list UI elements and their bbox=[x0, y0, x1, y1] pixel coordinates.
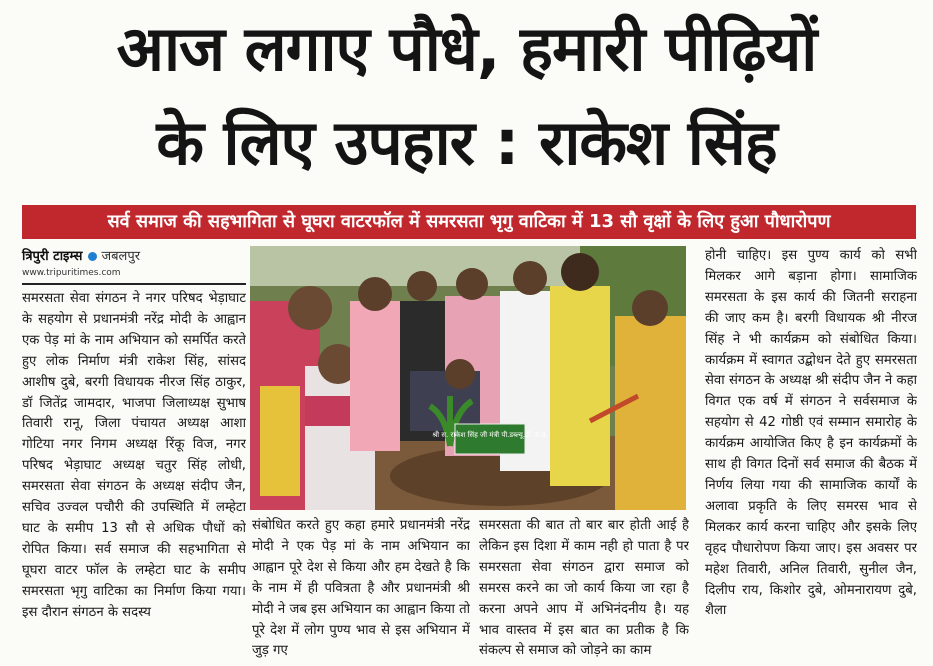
paper-name: त्रिपुरी टाइम्स bbox=[22, 249, 83, 264]
website-url: www.tripuritimes.com bbox=[22, 268, 121, 278]
byline bbox=[22, 246, 246, 266]
article-column-2: संबोधित करते हुए कहा हमारे प्रधानमंत्री नरेंद्र मोदी ने एक पेड़ मां के नाम अभियान का आह्वान पूरे देश से किया और हम देखते है कि के नाम में ही पवित्रता है और प्रधानमंत्री श्री मोदी ने जब इस अभियान का आह्वान किया तो पूरे देश में लोग पुण्य भाव से इस अभियान में जुड़ गए bbox=[252, 518, 470, 659]
byline-divider bbox=[22, 283, 246, 285]
sign-text: श्री स. राकेश सिंह जी मंत्री पी.डब्ल्यू.डी. म.प्र. bbox=[432, 431, 548, 439]
bullet-dot-icon bbox=[88, 252, 97, 261]
headline-line-1: आज लगाए पौधे, हमारी पीढ़ियों bbox=[116, 12, 817, 85]
article-column-3: समरसता की बात तो बार बार होती आई है लेकिन इस दिशा में काम नही हो पाता है पर समरसता सेवा संगठन द्वारा समाज को समरस करने का जो कार्य किया जा रहा है करना अपने आप में अभिनंदनीय है। यह भाव वास्तव में इस बात का प्रतीक है कि संकल्प से समाज को जोड़ने का काम bbox=[479, 518, 689, 659]
dateline-city: जबलपुर bbox=[101, 249, 141, 264]
news-photo bbox=[250, 246, 686, 510]
subheadline-banner: सर्व समाज की सहभागिता से घूघरा वाटरफॉल में समरसता भृगु वाटिका में 13 सौ वृक्षों के लिए हुआ पौधारोपण bbox=[22, 205, 916, 239]
article-column-1: समरसता सेवा संगठन ने नगर परिषद भेड़ाघाट के सहयोग से प्रधानमंत्री नरेंद्र मोदी के आह्वान एक पेड़ मां के नाम अभियान को समर्पित करते हुए लोक निर्माण मंत्री राकेश सिंह, सांसद आशीष दुबे, बरगी विधायक नीरज सिंह ठाकुर, डॉ जितेंद्र जामदार, भाजपा जिलाध्यक्ष सुभाष तिवारी रानू, जिला पंचायत अध्यक्ष आशा गोटिया नगर निगम अध्यक्ष रिंकू विज, नगर परिषद भेड़ाघाट अध्यक्ष चतुर सिंह लोधी, समरसता सेवा संगठन के अध्यक्ष संदीप जैन, सचिव उज्वल पचौरी की उपस्थिति में लम्हेटा घाट के समीप 13 सौ से अधिक पौधों को रोपित किया। सर्व समाज की सहभागिता से घूघरा वाटर फॉल के लम्हेटा घाट के समीप समरसता भृगु वाटिका का निर्माण किया गया। इस दौरान संगठन के सदस्य bbox=[22, 291, 246, 620]
plantation-photo-image bbox=[250, 246, 686, 510]
headline-line-2: के लिए उपहार : राकेश सिंह bbox=[156, 106, 777, 179]
article-column-4: होनी चाहिए। इस पुण्य कार्य को सभी मिलकर आगे बड़ाना होगा। सामाजिक समरसता के इस कार्य की जितनी सराहना की जाए कम है। बरगी विधायक श्री नीरज सिंह ने भी कार्यक्रम को संबोधित किया। कार्यक्रम में स्वागत उद्बोधन देते हुए समरसता सेवा संगठन के अध्यक्ष श्री संदीप जैन ने कहा विगत एक वर्ष में संगठन ने सर्वसमाज के सहयोग से 42 गोष्ठी एवं सम्मान समारोह के कार्यक्रम आयोजित किए है इन कार्यक्रमों के साथ ही विगत दिनों सर्व समाज की बैठक में निर्णय लिया गया की सामाजिक कार्यों के अलावा प्रकृति के लिए समरस भाव से मिलकर कार्य करना चाहिए और इसके लिए वृहद पौधारोपण किया जाए। इस अवसर पर महेश तिवारी, अनिल तिवारी, सुनील जैन, दिलीप राय, किशोर दुबे, ओमनारायण दुबे, शैला bbox=[705, 248, 917, 619]
